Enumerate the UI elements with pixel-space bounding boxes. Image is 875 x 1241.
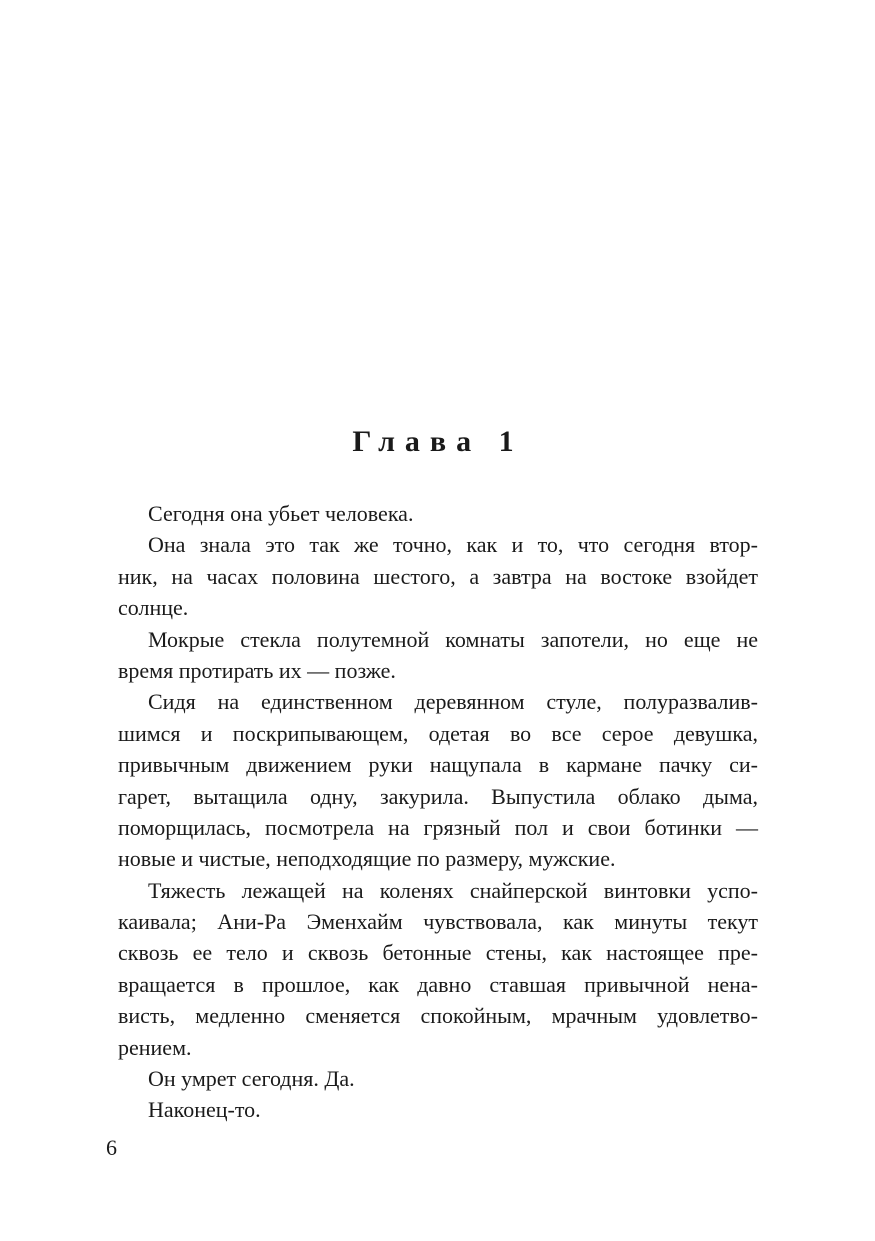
text-line: Сидя на единственном деревянном стуле, полуразвалив- — [148, 689, 758, 715]
text-line: Она знала это так же точно, как и то, что сегодня втор- — [148, 532, 758, 558]
text-line: ник, на часах половина шестого, а завтра на востоке взойдет — [118, 563, 758, 589]
paragraph — [118, 1094, 758, 1125]
paragraph — [118, 529, 758, 623]
paragraph — [118, 498, 758, 529]
text-line: шимся и поскрипывающем, одетая во все серое девушка, — [118, 720, 758, 746]
text-line: время протирать их — позже. — [118, 657, 396, 683]
text-line: новые и чистые, неподходящие по размеру, мужские. — [118, 846, 616, 872]
chapter-body — [118, 498, 758, 1126]
text-line: солнце. — [118, 595, 189, 621]
text-line: рением. — [118, 1034, 192, 1060]
chapter-title: Глава 1 — [352, 425, 524, 458]
text-line: привычным движением руки нащупала в кармане пачку си- — [118, 752, 758, 778]
text-line: Сегодня она убьет человека. — [148, 501, 414, 526]
paragraph — [118, 624, 758, 687]
text-line: каивала; Ани-Ра Эменхайм чувствовала, как минуты текут — [118, 909, 758, 935]
text-line: гарет, вытащила одну, закурила. Выпустила облако дыма, — [118, 783, 758, 809]
text-line: поморщилась, посмотрела на грязный пол и свои ботинки — — [118, 814, 758, 840]
text-line: сквозь ее тело и сквозь бетонные стены, как настоящее пре- — [118, 940, 758, 966]
text-line: Наконец-то. — [148, 1097, 261, 1123]
paragraph — [118, 1063, 758, 1094]
text-line: Тяжесть лежащей на коленях снайперской винтовки успо- — [148, 877, 758, 903]
text-line: висть, медленно сменяется спокойным, мрачным удовлетво- — [118, 1003, 758, 1029]
paragraph — [118, 686, 758, 874]
paragraph — [118, 875, 758, 1063]
text-line: вращается в прошлое, как давно ставшая привычной нена- — [118, 971, 758, 997]
text-line: Мокрые стекла полутемной комнаты запотели, но еще не — [148, 626, 758, 652]
page-number: 6 — [106, 1135, 117, 1160]
text-line: Он умрет сегодня. Да. — [148, 1066, 355, 1092]
